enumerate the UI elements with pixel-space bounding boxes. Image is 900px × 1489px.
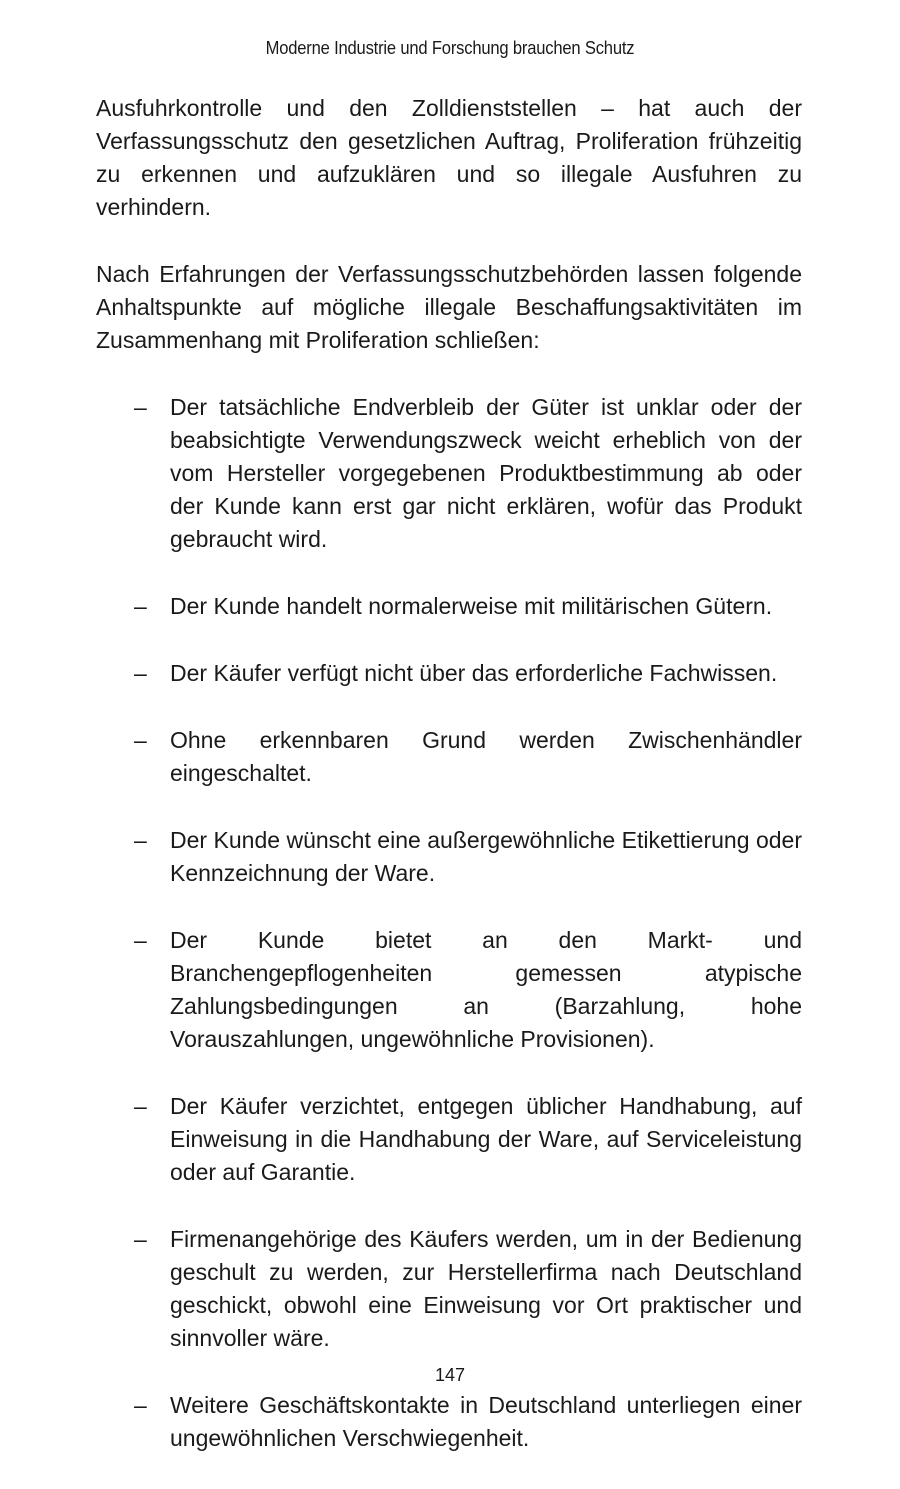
paragraph: Ausfuhrkontrolle und den Zolldienststellen – hat auch der Verfassungsschutz den gesetzlichen Auftrag, Proliferation frühzeitig zu erkennen und aufzuklären und so illegale Ausfuhren zu verhindern. xyxy=(96,95,802,220)
list-item xyxy=(96,724,802,790)
page-number: 147 xyxy=(434,1365,466,1385)
list-item-text: Ohne erkennbaren Grund werden Zwischenhändler eingeschaltet. xyxy=(170,727,802,786)
list-item xyxy=(96,1090,802,1189)
list-item xyxy=(96,924,802,1056)
list-item xyxy=(96,1389,802,1455)
list-item xyxy=(96,824,802,890)
list-item-text: Der tatsächliche Endverbleib der Güter ist unklar oder der beabsichtigte Verwendungszweck weicht erheblich von der vom Hersteller vorgegebenen Produktbestimmung ab oder der Kunde kann erst gar nicht erklären, wofür das Produkt gebraucht wird. xyxy=(170,394,802,552)
dash-bullet-marker: – xyxy=(134,1226,147,1252)
list-item xyxy=(96,590,802,623)
body-text xyxy=(96,92,802,1489)
list-item-text: Der Käufer verfügt nicht über das erforderliche Fachwissen. xyxy=(170,660,778,686)
dash-bullet-marker: – xyxy=(134,593,147,619)
list-item-text: Der Kunde handelt normalerweise mit militärischen Gütern. xyxy=(170,593,773,619)
dash-bullet-marker: – xyxy=(134,827,147,853)
dash-bullet-marker: – xyxy=(134,927,147,953)
dash-bullet-marker: – xyxy=(134,1392,147,1418)
dash-bullet-marker: – xyxy=(134,727,147,753)
list-item-text: Firmenangehörige des Käufers werden, um in der Bedienung geschult zu werden, zur Herstellerfirma nach Deutschland geschickt, obwohl eine Einweisung vor Ort praktischer und sinnvoller wäre. xyxy=(170,1226,802,1351)
list-item xyxy=(96,391,802,556)
dash-bullet-marker: – xyxy=(134,394,147,420)
list-item-text: Weitere Geschäftskontakte in Deutschland unterliegen einer ungewöhnlichen Verschwiegenheit. xyxy=(170,1392,802,1451)
list-item xyxy=(96,657,802,690)
list-item xyxy=(96,1223,802,1355)
list-item-text: Der Kunde wünscht eine außergewöhnliche Etikettierung oder Kennzeichnung der Ware. xyxy=(170,827,802,886)
indicator-list xyxy=(96,391,802,1455)
running-header: Moderne Industrie und Forschung brauchen Schutz xyxy=(265,38,635,58)
list-item-text: Der Kunde bietet an den Markt- und Branchengepflogenheiten gemessen atypische Zahlungsbedingungen an (Barzahlung, hohe Vorauszahlungen, ungewöhnliche Provisionen). xyxy=(170,927,802,1052)
list-item-text: Der Käufer verzichtet, entgegen üblicher Handhabung, auf Einweisung in die Handhabung der Ware, auf Serviceleistung oder auf Garantie. xyxy=(170,1093,802,1185)
dash-bullet-marker: – xyxy=(134,1093,147,1119)
paragraph: Nach Erfahrungen der Verfassungsschutzbehörden lassen folgende Anhaltspunkte auf mögliche illegale Beschaffungsaktivitäten im Zusammenhang mit Proliferation schließen: xyxy=(96,261,802,353)
dash-bullet-marker: – xyxy=(134,660,147,686)
